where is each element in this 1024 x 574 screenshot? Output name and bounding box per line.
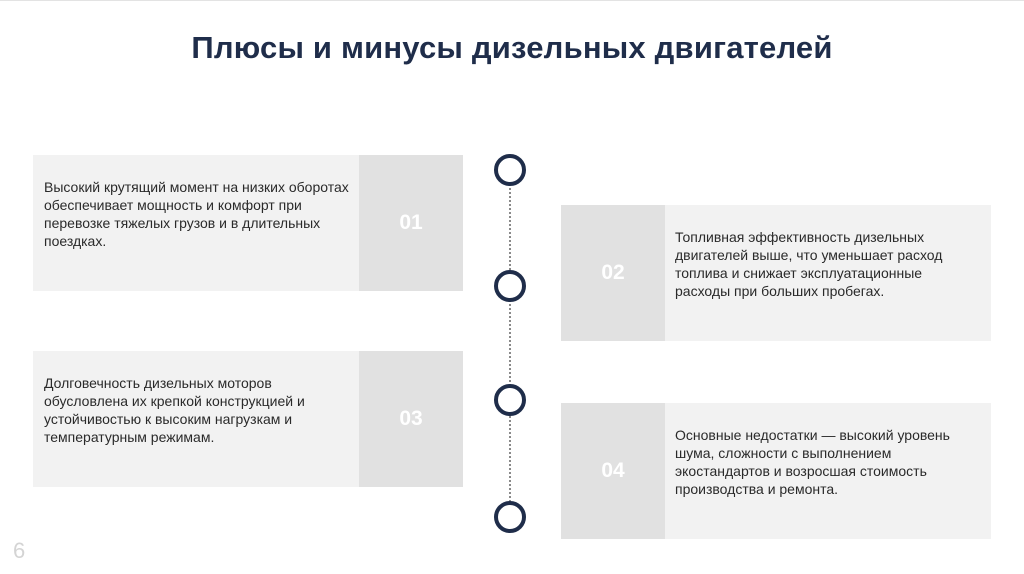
item-03-text: Долговечность дизельных моторов обусловлена их крепкой конструкцией и устойчивостью к высоким нагрузкам и температурным режимам.: [33, 351, 359, 487]
item-02-text: Топливная эффективность дизельных двигателей выше, что уменьшает расход топлива и снижает эксплуатационные расходы при больших пробегах.: [665, 205, 991, 341]
timeline-node-01: [494, 154, 526, 186]
item-01-number: 01: [359, 155, 463, 291]
timeline-node-02: [494, 270, 526, 302]
item-03-number: 03: [359, 351, 463, 487]
slide-top-border: [0, 0, 1024, 1]
slide-title: Плюсы и минусы дизельных двигателей: [191, 30, 833, 65]
item-01-text: Высокий крутящий момент на низких оборотах обеспечивает мощность и комфорт при перевозке тяжелых грузов и в длительных поездках.: [33, 155, 359, 291]
item-04-number: 04: [561, 403, 665, 539]
timeline-node-04: [494, 501, 526, 533]
item-02-number: 02: [561, 205, 665, 341]
item-04-text: Основные недостатки — высокий уровень шума, сложности с выполнением экостандартов и возросшая стоимость производства и ремонта.: [665, 403, 991, 539]
timeline-dotted-line: [509, 188, 511, 510]
timeline-node-03: [494, 384, 526, 416]
page-number: 6: [13, 538, 26, 563]
